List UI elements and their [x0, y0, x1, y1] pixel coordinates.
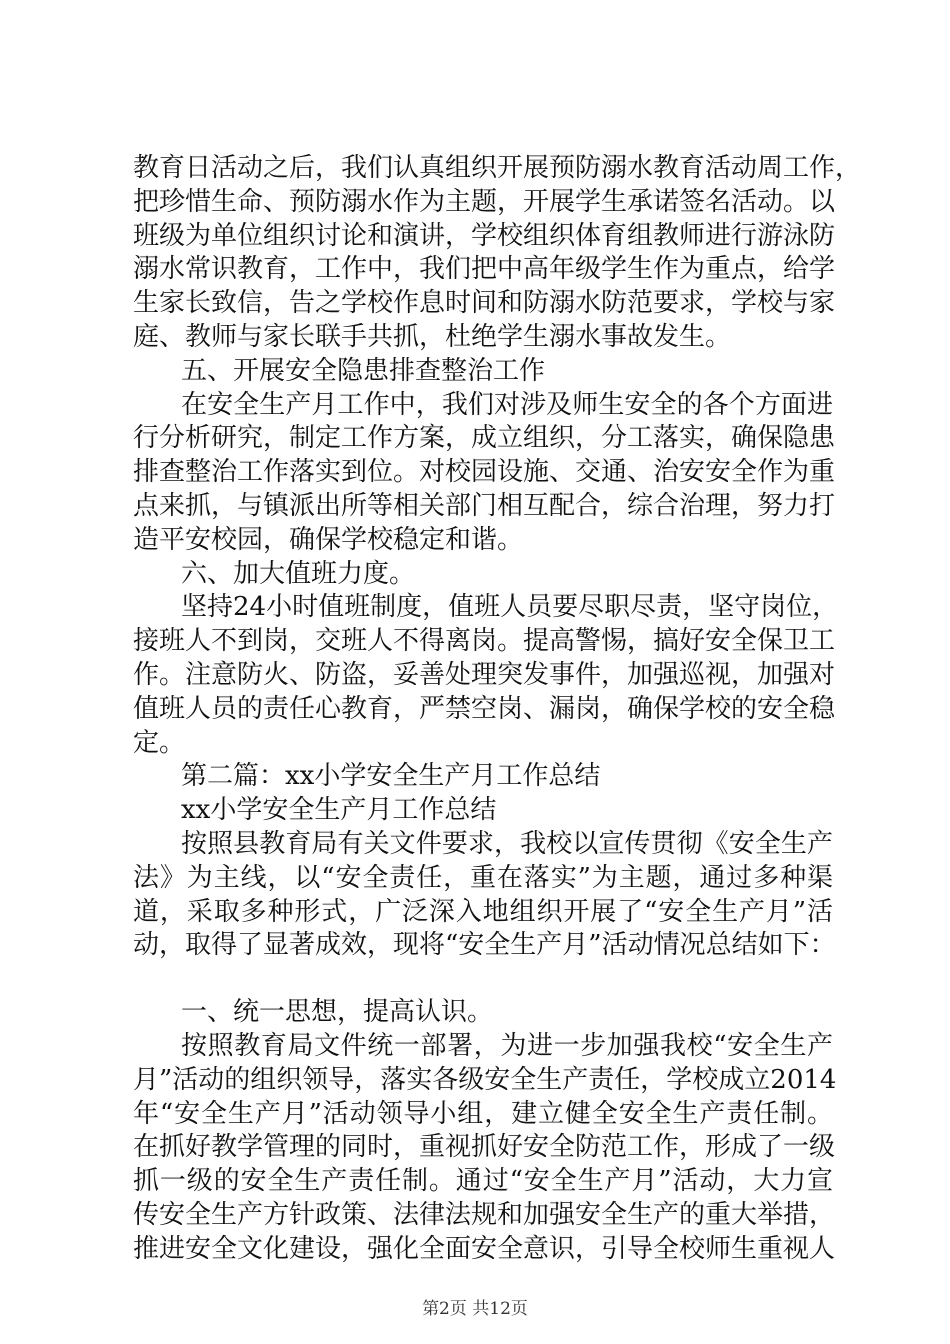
page-footer [0, 1294, 950, 1319]
paragraph-line: 庭、教师与家长联手共抓，杜绝学生溺水事故发生。 [133, 321, 732, 352]
paragraph-line: 传安全生产方针政策、法律法规和加强安全生产的重大举措， [133, 1199, 836, 1230]
section-heading: 五、开展安全隐患排查整治工作 [181, 355, 546, 386]
paragraph-line: 生家长致信，告之学校作息时间和防溺水防范要求，学校与家 [133, 288, 836, 319]
paragraph-line: 班级为单位组织讨论和演讲，学校组织体育组教师进行游泳防 [133, 220, 836, 251]
paragraph-line: 点来抓，与镇派出所等相关部门相互配合，综合治理，努力打 [133, 490, 836, 521]
section-heading: 一、统一思想，提高认识。 [181, 997, 494, 1028]
paragraph-line: 按照县教育局有关文件要求，我校以宣传贯彻《安全生产 [181, 828, 833, 859]
paragraph-line: 排查整治工作落实到位。对校园设施、交通、治安安全作为重 [133, 457, 836, 488]
paragraph-line: 行分析研究，制定工作方案，成立组织，分工落实，确保隐患 [133, 423, 836, 454]
chapter-heading: 第二篇：xx小学安全生产月工作总结 [181, 761, 601, 792]
paragraph-line: 抓一级的安全生产责任制。通过“安全生产月”活动，大力宣 [133, 1166, 833, 1197]
page-number: 第2页 共12页 [422, 1299, 528, 1319]
document-body [133, 152, 862, 1267]
paragraph-line: 造平安校园，确保学校稳定和谐。 [133, 524, 524, 555]
paragraph-line: 法》为主线，以“安全责任，重在落实”为主题，通过多种渠 [133, 862, 833, 893]
article-title: xx小学安全生产月工作总结 [181, 795, 497, 826]
paragraph-line: 道，采取多种形式，广泛深入地组织开展了“安全生产月”活 [133, 896, 833, 927]
paragraph-line: 值班人员的责任心教育，严禁空岗、漏岗，确保学校的安全稳 [133, 693, 836, 724]
paragraph-line: 接班人不到岗，交班人不得离岗。提高警惕，搞好安全保卫工 [133, 626, 836, 657]
paragraph-line: 按照教育局文件统一部署，为进一步加强我校“安全生产 [181, 1030, 833, 1061]
paragraph-line: 推进安全文化建设，强化全面安全意识，引导全校师生重视人 [133, 1233, 836, 1264]
paragraph-line: 在安全生产月工作中，我们对涉及师生安全的各个方面进 [181, 389, 833, 420]
paragraph-line: 动，取得了显著成效，现将“安全生产月”活动情况总结如下： [133, 930, 836, 961]
paragraph-line: 坚持24小时值班制度，值班人员要尽职尽责，坚守岗位， [181, 592, 839, 623]
paragraph-line: 年“安全生产月”活动领导小组，建立健全安全生产责任制。 [133, 1098, 833, 1129]
paragraph-line: 定。 [133, 727, 186, 758]
paragraph-line: 教育日活动之后，我们认真组织开展预防溺水教育活动周工作， [133, 153, 862, 183]
paragraph-line: 作。注意防火、防盗，妥善处理突发事件，加强巡视，加强对 [133, 659, 836, 690]
paragraph-line: 把珍惜生命、预防溺水作为主题，开展学生承诺签名活动。以 [133, 186, 836, 217]
paragraph-line: 在抓好教学管理的同时，重视抓好安全防范工作，形成了一级 [133, 1132, 836, 1163]
section-heading: 六、加大值班力度。 [181, 558, 416, 589]
paragraph-line: 溺水常识教育，工作中，我们把中高年级学生作为重点，给学 [133, 254, 836, 285]
paragraph-line: 月”活动的组织领导，落实各级安全生产责任，学校成立2014 [133, 1064, 837, 1095]
